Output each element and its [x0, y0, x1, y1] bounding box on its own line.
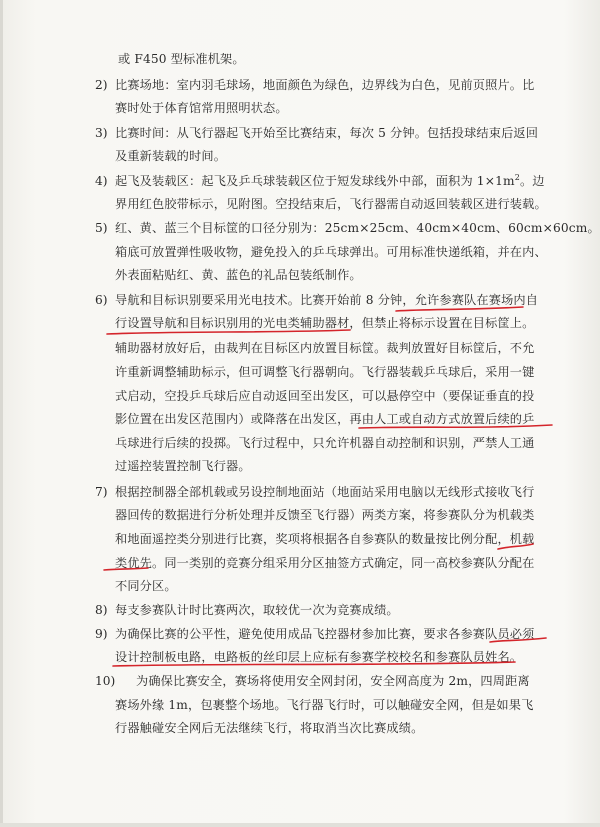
text-line: 赛场外缘 1m，包裹整个场地。飞行器飞行时，可以触碰安全网，但是如果飞	[115, 698, 534, 712]
text-line: 或 F450 型标准机架。	[118, 52, 245, 66]
item-number: 9)	[95, 627, 108, 641]
text-line: 比赛场地：室内羽毛球场，地面颜色为绿色，边界线为白色，见前页照片。比	[115, 78, 535, 92]
item-number: 7)	[95, 485, 108, 499]
item-number: 3)	[95, 126, 108, 140]
text-line: 界用红色胶带标示，见附图。空投结束后，飞行器需自动返回装载区进行装载。	[115, 197, 547, 211]
text-line: 和地面遥控类分别进行比赛，奖项将根据各自参赛队的数量按比例分配，机载	[115, 532, 535, 546]
text-line: 比赛时间：从飞行器起飞开始至比赛结束，每次 5 分钟。包括投球结束后返回	[115, 126, 539, 140]
text-line: 辅助器材放好后，由裁判在目标区内放置目标筐。裁判放置好目标筐后，不允	[115, 341, 535, 355]
item-number: 10)	[95, 674, 116, 688]
text-line: 类优先。同一类别的竞赛分组采用分区抽签方式确定，同一高校参赛队分配在	[115, 556, 535, 570]
text-line: 红、黄、蓝三个目标筐的口径分别为：25cm×25cm、40cm×40cm、60cm×60cm。	[115, 221, 600, 235]
text-line: 外表面粘贴红、黄、蓝色的礼品包装纸制作。	[115, 268, 362, 282]
item-number: 8)	[95, 603, 108, 617]
text-line: 过遥控装置控制飞行器。	[115, 459, 251, 473]
item-number: 5)	[95, 221, 108, 235]
page-edge	[0, 823, 600, 827]
text-line: 及重新装载的时间。	[115, 149, 227, 163]
item-number: 6)	[95, 293, 108, 307]
text-line: 乓球进行后续的投掷。飞行过程中，只允许机器自动控制和识别，严禁人工通	[115, 436, 535, 450]
text-line: 器回传的数据进行分析处理并反馈至飞行器）两类方案，将参赛队分为机载类	[115, 508, 535, 522]
text-line: 行设置导航和目标识别用的光电类辅助器材，但禁止将标示设置在目标筐上。	[115, 316, 535, 330]
text-line: 导航和目标识别要采用光电技术。比赛开始前 8 分钟，允许参赛队在赛场内自	[115, 293, 539, 307]
text-line: 为确保比赛的公平性，避免使用成品飞控器材参加比赛，要求各参赛队员必须	[115, 627, 535, 641]
text-line: 每支参赛队计时比赛两次，取较优一次为竞赛成绩。	[115, 603, 399, 617]
item-number: 2)	[95, 78, 108, 92]
text-line: 式启动，空投乒乓球后应自动返回至出发区，可以悬停空中（要保证垂直的投	[115, 389, 535, 403]
text-line: 赛时处于体育馆常用照明状态。	[115, 101, 288, 115]
text-line: 箱底可放置弹性吸收物，避免投入的乒乓球弹出。可用标准快递纸箱，并在内、	[115, 245, 547, 259]
page-edge	[0, 0, 3, 827]
text-line: 为确保比赛安全，赛场将使用安全网封闭，安全网高度为 2m，四周距离	[136, 674, 530, 688]
text-line: 设计控制板电路，电路板的丝印层上应标有参赛学校校名和参赛队员姓名。	[115, 650, 523, 664]
text-line: 不同分区。	[115, 579, 177, 593]
text-line: 行器触碰安全网后无法继续飞行，将取消当次比赛成绩。	[115, 721, 424, 735]
text-line: 根据控制器全部机载或另设控制地面站（地面站采用电脑以无线形式接收飞行	[115, 485, 535, 499]
text-line: 影位置在出发区范围内）或降落在出发区，再由人工或自动方式放置后续的乒	[115, 412, 535, 426]
text-line: 许重新调整辅助标示，但可调整飞行器朝向。飞行器装载乒乓球后，采用一键	[115, 365, 535, 379]
item-number: 4)	[95, 174, 108, 188]
text-line: 起飞及装载区：起飞及乒乓球装载区位于短发球线外中部，面积为 $1\times 1m^2$。边	[115, 172, 545, 188]
